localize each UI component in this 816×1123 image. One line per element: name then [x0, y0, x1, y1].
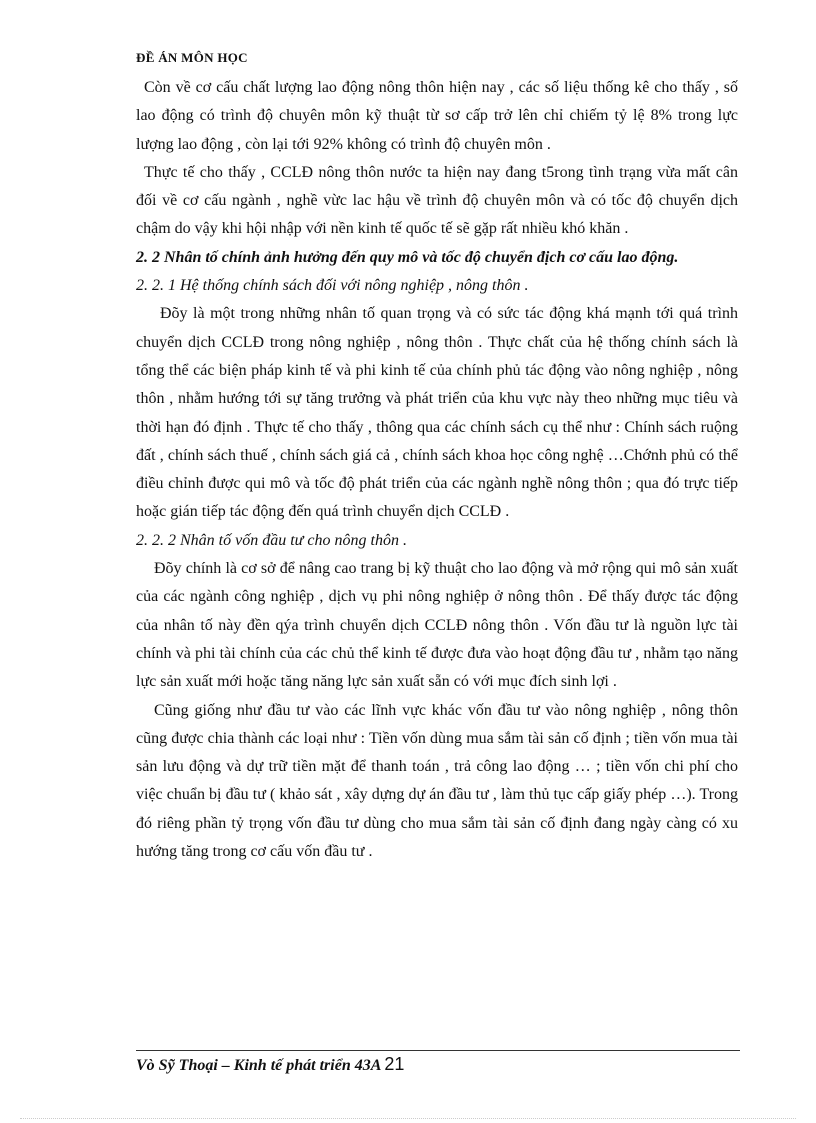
- page-bottom-divider: [20, 1118, 796, 1119]
- footer-divider: [136, 1050, 740, 1051]
- paragraph-policy-system: Đõy là một trong những nhân tố quan trọng và có sức tác động khá mạnh tới quá trình chuyển dịch CCLĐ trong nông nghiệp , nông thôn . Thực chất của hệ thống chính sách là tổng thể các biện pháp kinh tế và phi kinh tế của chính phủ tác động vào nông nghiệp , nông thôn , nhằm hướng tới sự tăng trưởng và phát triển của khu vực này theo những mục tiêu và thời hạn đó định . Thực tế cho thấy , thông qua các chính sách cụ thể như : Chính sách ruộng đất , chính sách thuế , chính sách giá cả , chính sách khoa học công nghệ …Chớnh phủ có thể điều chỉnh được qui mô và tốc độ phát triển của các ngành nghề nông thôn ; qua đó trực tiếp hoặc gián tiếp tác động đến quá trình chuyển dịch CCLĐ .: [136, 305, 738, 521]
- paragraph-labor-status: Thực tế cho thấy , CCLĐ nông thôn nước ta hiện nay đang t5rong tình trạng vừa mất cân đối về cơ cấu ngành , nghề vừc lac hậu về trình độ chuyên môn và có tốc độ chuyển dịch chậm do vậy khi hội nhập với nền kinh tế quốc tế sẽ gặp rất nhiều khó khăn .: [136, 163, 738, 238]
- document-body: [136, 74, 738, 866]
- page-footer: [136, 1054, 404, 1075]
- subsection-heading-2-2-2: 2. 2. 2 Nhân tố vốn đầu tư cho nông thôn .: [136, 531, 407, 549]
- page-number: 21: [384, 1054, 405, 1074]
- paragraph-investment-capital: Đõy chính là cơ sở để nâng cao trang bị kỹ thuật cho lao động và mở rộng qui mô sản xuất của các ngành công nghiệp , dịch vụ phi nông nghiệp ở nông thôn . Để thấy được tác động của nhân tố này đền qýa trình chuyển dịch CCLĐ nông thôn . Vốn đầu tư là nguồn lực tài chính và phi tài chính của các chủ thể kinh tế được đưa vào hoạt động đầu tư , nhằm tạo năng lực sản xuất mới hoặc tăng năng lực sản xuất sẵn có với mục đích sinh lợi .: [136, 560, 738, 691]
- paragraph-labor-quality: Còn về cơ cấu chất lượng lao động nông thôn hiện nay , các số liệu thống kê cho thấy , số lao động có trình độ chuyên môn kỹ thuật từ sơ cấp trở lên chỉ chiếm tỷ lệ 8% trong lực lượng lao động , còn lại tới 92% không có trình độ chuyên môn .: [136, 79, 738, 153]
- subsection-heading-2-2-1: 2. 2. 1 Hệ thống chính sách đối với nông nghiệp , nông thôn .: [136, 277, 529, 295]
- section-heading-2-2: 2. 2 Nhân tố chính ảnh hưởng đến quy mô và tốc độ chuyển địch cơ cấu lao động.: [136, 248, 679, 266]
- paragraph-capital-types: Cũng giống như đầu tư vào các lĩnh vực khác vốn đầu tư vào nông nghiệp , nông thôn cũng được chia thành các loại như : Tiền vốn dùng mua sắm tài sản cố định ; tiền vốn mua tài sản lưu động và dự trữ tiền mặt để thanh toán , trả công lao động … ; tiền vốn chi phí cho việc chuẩn bị đầu tư ( khảo sát , xây dựng dự án đầu tư , làm thủ tục cấp giấy phép …). Trong đó riêng phần tỷ trọng vốn đầu tư dùng cho mua sắm tài sản cố định đang ngày càng có xu hướng tăng trong cơ cấu vốn đầu tư .: [136, 701, 738, 861]
- document-header: ĐỀ ÁN MÔN HỌC: [136, 50, 248, 65]
- footer-author: Vò Sỹ Thoại – Kinh tế phát triển 43A: [136, 1057, 382, 1074]
